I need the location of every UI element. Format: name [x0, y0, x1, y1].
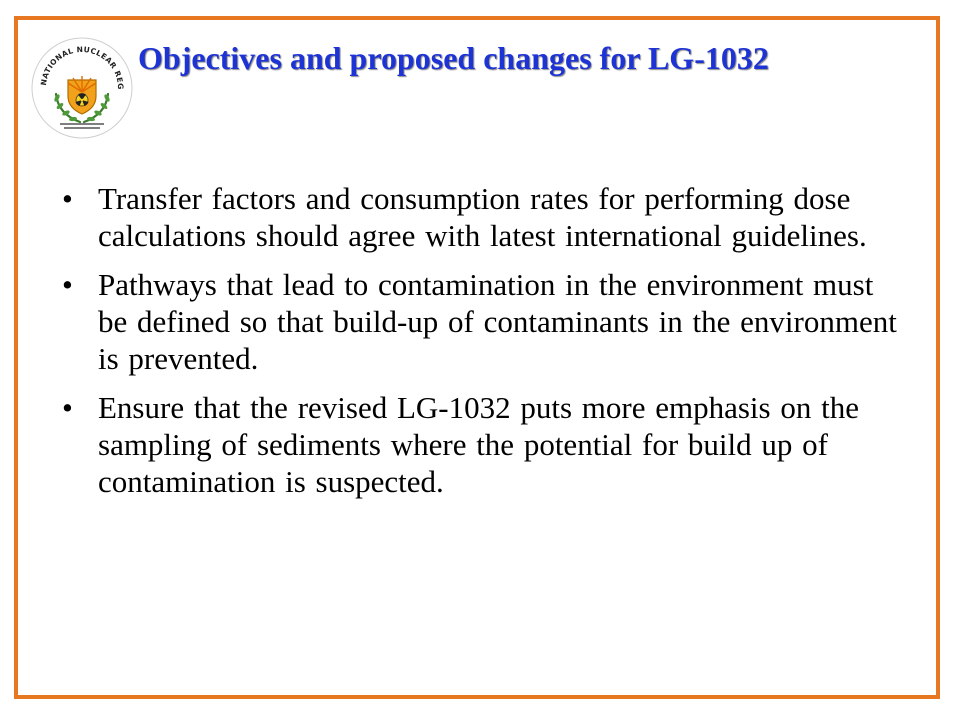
national-nuclear-regulator-logo-icon	[26, 32, 138, 144]
bullet-list	[62, 180, 912, 512]
bullet-item	[62, 266, 912, 377]
bullet-dot-icon: •	[62, 390, 73, 425]
bullet-text: Pathways that lead to contamination in the environment must be defined so that build-up of contaminants in the environment is prevented.	[98, 267, 897, 376]
slide-title: Objectives and proposed changes for LG-1032	[138, 40, 769, 76]
bullet-item	[62, 180, 912, 254]
svg-text:NATIONAL NUCLEAR REGULATOR: NATIONAL NUCLEAR REG	[38, 44, 126, 90]
slide-frame	[14, 16, 940, 699]
bullet-text: Transfer factors and consumption rates for performing dose calculations should agree with latest international guidelines.	[98, 181, 867, 253]
bullet-dot-icon: •	[62, 181, 73, 216]
bullet-dot-icon: •	[62, 267, 73, 302]
bullet-text: Ensure that the revised LG-1032 puts more emphasis on the sampling of sediments where the potential for build up of contamination is suspected.	[98, 390, 859, 499]
bullet-item	[62, 389, 912, 500]
